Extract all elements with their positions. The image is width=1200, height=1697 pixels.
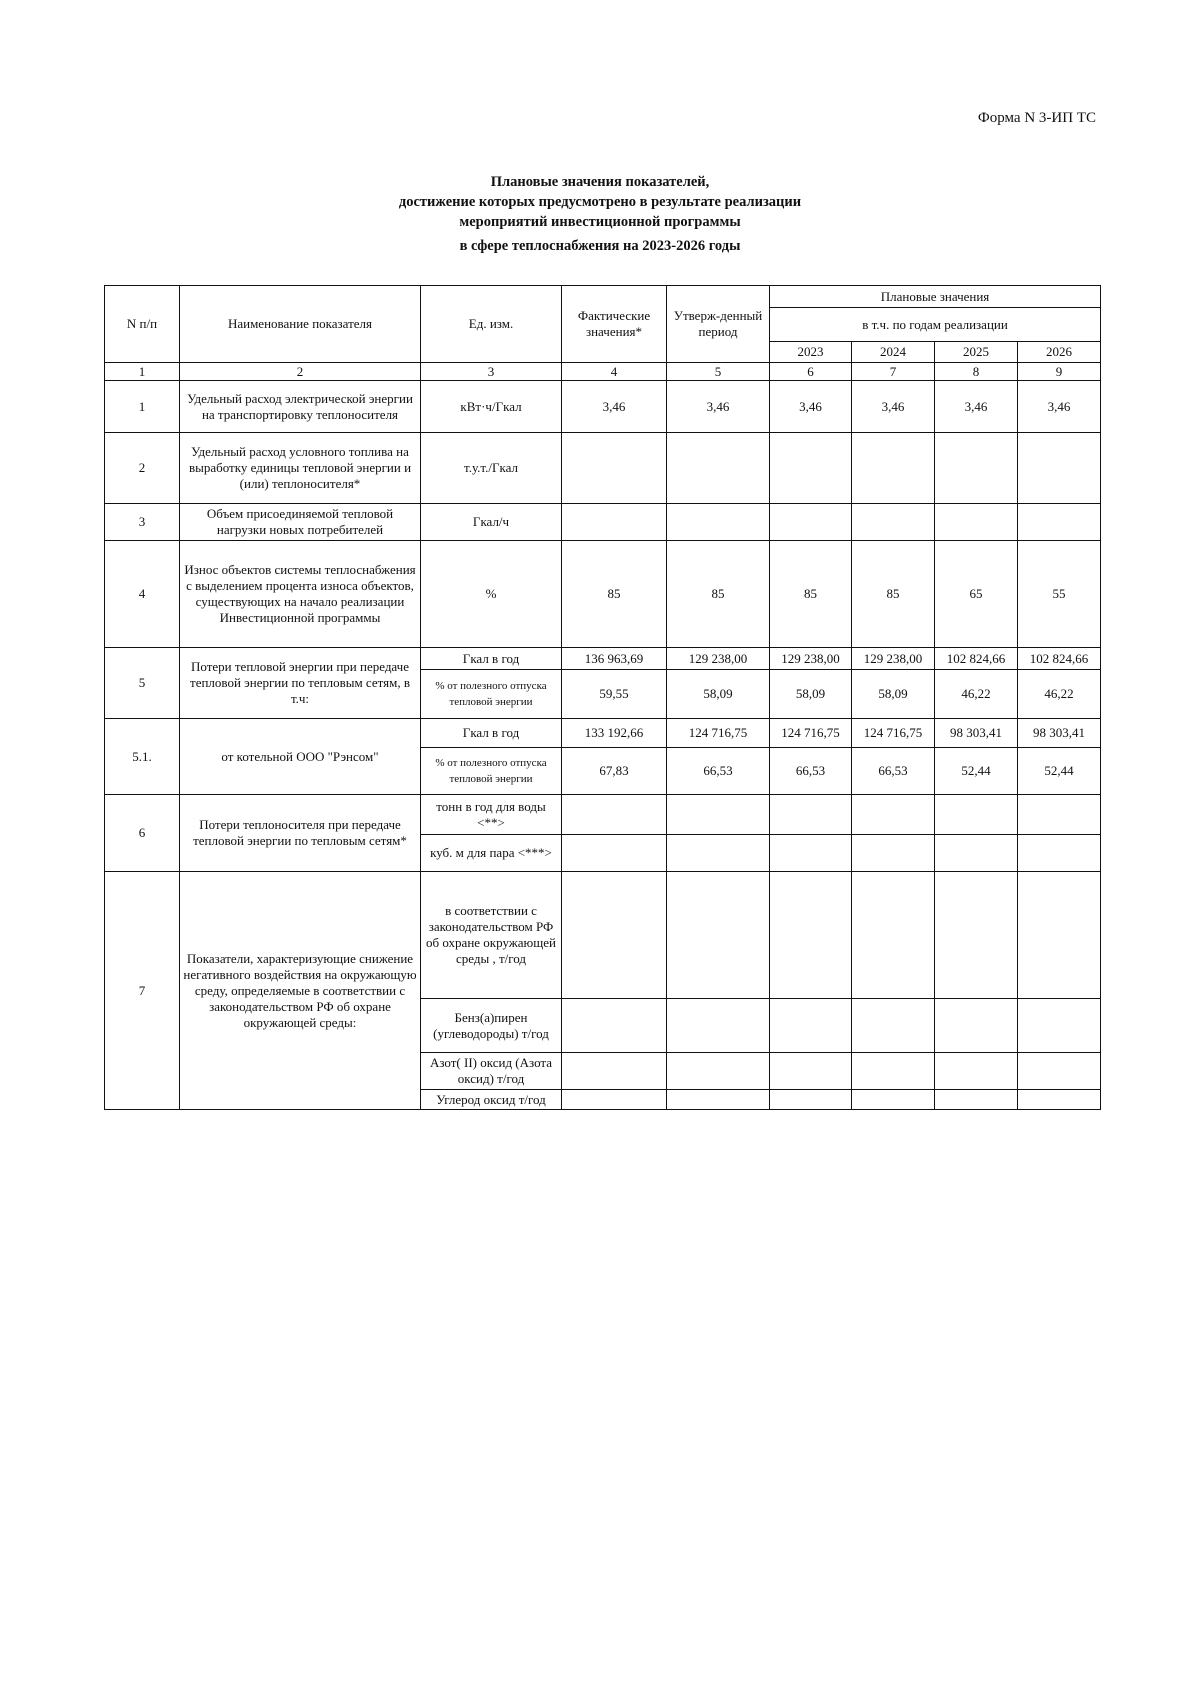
value-cell [562,999,667,1053]
indicators-table [104,285,1101,1110]
value-cell: 55 [1018,541,1101,648]
row-unit: в соответствии с законодательством РФ об охране окружающей среды , т/год [421,872,562,999]
value-cell [935,872,1018,999]
value-cell [1018,835,1101,872]
value-cell: 98 303,41 [935,719,1018,748]
value-cell [1018,1053,1101,1090]
value-cell [562,1053,667,1090]
row-num: 5.1. [105,719,180,795]
header-num: N п/п [105,286,180,363]
value-cell [770,433,852,504]
value-cell: 85 [667,541,770,648]
header-year: 2024 [852,342,935,363]
value-cell [852,835,935,872]
value-cell: 102 824,66 [935,648,1018,670]
table-row [105,381,1101,433]
table-row [105,795,1101,835]
header-unit: Ед. изм. [421,286,562,363]
value-cell [935,1090,1018,1110]
value-cell [562,795,667,835]
row-unit: Бенз(а)пирен (углеводороды) т/год [421,999,562,1053]
value-cell [1018,1090,1101,1110]
title-line-4: в сфере теплоснабжения на 2023-2026 годы [459,238,741,254]
title-line-2: достижение которых предусмотрено в результате реализации [398,194,802,210]
column-number: 1 [105,363,180,381]
row-unit: Азот( II) оксид (Азота оксид) т/год [421,1053,562,1090]
value-cell [667,872,770,999]
value-cell [667,504,770,541]
value-cell: 59,55 [562,670,667,719]
value-cell [1018,795,1101,835]
value-cell [562,1090,667,1110]
column-numbers-row [105,363,1101,381]
value-cell: 58,09 [667,670,770,719]
value-cell [1018,999,1101,1053]
value-cell [852,1053,935,1090]
value-cell: 46,22 [935,670,1018,719]
header-by-years: в т.ч. по годам реализации [770,308,1101,342]
row-name: от котельной ООО "Рэнсом" [180,719,421,795]
header-name: Наименование показателя [180,286,421,363]
value-cell [770,999,852,1053]
table-row [105,504,1101,541]
header-actual: Фактические значения* [562,286,667,363]
row-unit: Гкал в год [421,719,562,748]
value-cell: 66,53 [770,748,852,795]
row-unit: Углерод оксид т/год [421,1090,562,1110]
column-number: 2 [180,363,421,381]
value-cell: 66,53 [852,748,935,795]
header-approved: Утверж-денный период [667,286,770,363]
value-cell: 129 238,00 [770,648,852,670]
value-cell: 129 238,00 [852,648,935,670]
value-cell [562,872,667,999]
value-cell [667,1090,770,1110]
value-cell: 3,46 [935,381,1018,433]
title-line-1: Плановые значения показателей, [490,174,710,190]
value-cell [667,1053,770,1090]
row-unit: т.у.т./Гкал [421,433,562,504]
value-cell [852,999,935,1053]
value-cell: 3,46 [562,381,667,433]
row-unit: % [421,541,562,648]
value-cell: 136 963,69 [562,648,667,670]
form-number: Форма N 3-ИП ТС [977,110,1096,126]
value-cell: 133 192,66 [562,719,667,748]
value-cell: 124 716,75 [667,719,770,748]
value-cell: 65 [935,541,1018,648]
row-unit: кВт·ч/Гкал [421,381,562,433]
header-year: 2025 [935,342,1018,363]
value-cell [770,835,852,872]
header-year: 2023 [770,342,852,363]
document-title [0,172,1200,256]
value-cell [770,872,852,999]
value-cell [667,999,770,1053]
value-cell: 58,09 [770,670,852,719]
row-unit: % от полезного отпуска тепловой энергии [421,748,562,795]
row-num: 3 [105,504,180,541]
row-num: 6 [105,795,180,872]
value-cell: 58,09 [852,670,935,719]
value-cell: 3,46 [770,381,852,433]
row-unit: % от полезного отпуска тепловой энергии [421,670,562,719]
value-cell [562,504,667,541]
value-cell: 102 824,66 [1018,648,1101,670]
value-cell: 52,44 [935,748,1018,795]
value-cell [667,433,770,504]
value-cell: 124 716,75 [852,719,935,748]
value-cell [770,504,852,541]
column-number: 4 [562,363,667,381]
value-cell [1018,872,1101,999]
value-cell [935,999,1018,1053]
value-cell [1018,504,1101,541]
row-name: Потери теплоносителя при передаче тепловой энергии по тепловым сетям* [180,795,421,872]
value-cell: 52,44 [1018,748,1101,795]
row-name: Удельный расход электрической энергии на транспортировку теплоносителя [180,381,421,433]
column-number: 5 [667,363,770,381]
value-cell: 98 303,41 [1018,719,1101,748]
value-cell [1018,433,1101,504]
column-number: 3 [421,363,562,381]
row-num: 7 [105,872,180,1110]
value-cell [852,795,935,835]
value-cell [770,1090,852,1110]
table-row [105,541,1101,648]
value-cell [935,835,1018,872]
header-year: 2026 [1018,342,1101,363]
row-name: Потери тепловой энергии при передаче тепловой энергии по тепловым сетям, в т.ч: [180,648,421,719]
value-cell [935,1053,1018,1090]
row-num: 1 [105,381,180,433]
row-num: 5 [105,648,180,719]
row-unit: тонн в год для воды <**> [421,795,562,835]
row-num: 4 [105,541,180,648]
value-cell: 85 [770,541,852,648]
row-name: Показатели, характеризующие снижение негативного воздействия на окружающую среду, определяемые в соответствии с законодательством РФ об охране окружающей среды: [180,872,421,1110]
value-cell [935,504,1018,541]
column-number: 6 [770,363,852,381]
value-cell [562,433,667,504]
value-cell: 85 [852,541,935,648]
value-cell: 67,83 [562,748,667,795]
column-number: 8 [935,363,1018,381]
value-cell [852,1090,935,1110]
value-cell: 3,46 [1018,381,1101,433]
table-row [105,719,1101,748]
value-cell: 3,46 [667,381,770,433]
column-number: 9 [1018,363,1101,381]
column-number: 7 [852,363,935,381]
value-cell [770,1053,852,1090]
value-cell [935,795,1018,835]
value-cell [667,835,770,872]
row-name: Износ объектов системы теплоснабжения с выделением процента износа объектов, существующих на начало реализации Инвестиционной программы [180,541,421,648]
value-cell [562,835,667,872]
table-row [105,648,1101,670]
value-cell [852,504,935,541]
header-planned: Плановые значения [770,286,1101,308]
value-cell: 129 238,00 [667,648,770,670]
table-row [105,433,1101,504]
title-line-3: мероприятий инвестиционной программы [459,214,741,230]
value-cell [852,433,935,504]
value-cell: 66,53 [667,748,770,795]
value-cell [770,795,852,835]
value-cell [935,433,1018,504]
row-name: Объем присоединяемой тепловой нагрузки новых потребителей [180,504,421,541]
value-cell: 124 716,75 [770,719,852,748]
value-cell: 46,22 [1018,670,1101,719]
row-unit: куб. м для пара <***> [421,835,562,872]
value-cell [667,795,770,835]
table-row [105,872,1101,999]
value-cell: 3,46 [852,381,935,433]
row-name: Удельный расход условного топлива на выработку единицы тепловой энергии и (или) теплоносителя* [180,433,421,504]
row-unit: Гкал/ч [421,504,562,541]
row-unit: Гкал в год [421,648,562,670]
value-cell: 85 [562,541,667,648]
value-cell [852,872,935,999]
row-num: 2 [105,433,180,504]
